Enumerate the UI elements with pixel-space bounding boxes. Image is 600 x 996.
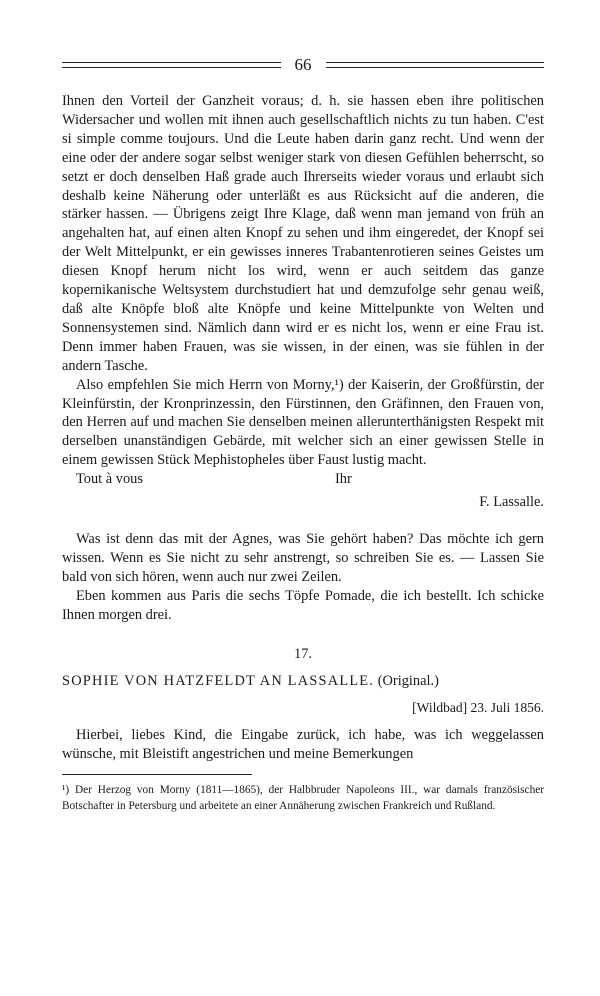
postscript-paragraph: Was ist denn das mit der Agnes, was Sie gehört haben? Das möchte ich gern wissen. Wenn es Sie nicht zu sehr anstrengt, so schreiben Sie es. — Lassen Sie bald von sich hören, wenn auch nur zwei Zeilen.: [62, 530, 544, 585]
page-number: 66: [294, 55, 312, 74]
postscript-paragraph: Eben kommen aus Paris die sechs Töpfe Pomade, die ich bestellt. Ich schicke Ihnen morgen drei.: [62, 587, 544, 623]
section-title-caps: SOPHIE VON HATZFELDT AN LASSALLE.: [62, 673, 375, 690]
place-date: [Wildbad] 23. Juli 1856.: [412, 700, 544, 716]
header-rule-left: [62, 62, 281, 68]
letter-body: [62, 92, 544, 470]
header-rule-right: [326, 62, 545, 68]
letter-paragraph: Also empfehlen Sie mich Herrn von Morny,¹) der Kaiserin, der Großfürstin, der Kleinfürstin, der Kronprinzessin, den Fürstinnen, den Gräfinnen, den Frauen von, den Herren auf und machen Sie denselben meinen allerunterthänigsten Respekt mit derselben unanständigen Gebärde, mit welcher sich an einer gewissen Stelle in einem gewissen Stück Mephistopheles über Faust lustig macht.: [62, 376, 544, 469]
page-header: [62, 52, 544, 78]
closing-phrase: Tout à vous: [76, 471, 143, 488]
closing-ihr: Ihr: [335, 471, 352, 488]
book-page: [62, 52, 544, 814]
postscript: [62, 530, 544, 625]
footnote-rule: [62, 774, 252, 775]
section-number: 17.: [294, 646, 312, 663]
signature: F. Lassalle.: [479, 494, 544, 511]
section-paragraph: Hierbei, liebes Kind, die Eingabe zurück, ich habe, was ich weggelassen wünsche, mit Bleistift angestrichen und meine Bemerkungen: [62, 727, 544, 763]
section-body: [62, 726, 544, 764]
footnote: ¹) Der Herzog von Morny (1811—1865), der Halbbruder Napoleons III., war damals französischer Botschafter in Petersburg und arbeitete an einer Annäherung zwischen Frankreich und Rußland.: [62, 784, 544, 812]
letter-closing: [62, 470, 544, 489]
section-title: [62, 673, 544, 690]
section-title-note: (Original.): [377, 673, 439, 690]
letter-paragraph: Ihnen den Vorteil der Ganzheit voraus; d. h. sie hassen eben ihre politischen Widersacher und wollen mit ihnen auch gesellschaftlich nichts zu tun haben. C'est si simple comme toujours. Und die Leute haben darin ganz recht. Und wenn der eine oder der andere sogar selbst weniger stark von diesen Gefühlen beherrscht, so setzt er doch denselben Haß grade auch Ihrerseits wieder voraus und erlaubt sich deshalb keine Näherung oder unterläßt es aus Rücksicht auf die anderen, die stärker hassen. — Übrigens zeigt Ihre Klage, daß wenn man jemand von früh an angehalten hat, auf einen alten Knopf zu sehen und ihm eingeredet, der Knopf sei der Welt Mittelpunkt, er ein gewisses inneres Trabantenrotieren seines Geistes um diesen Knopf herum nicht los wird, wenn er auch seitdem das ganze kopernikanische Weltsystem durchstudiert hat und demzufolge sehr genau weiß, daß alte Knöpfe bloß alte Knöpfe und keine Mittelpunkte von Welten und Sonnensystemen sind. Nämlich dann wird er es nicht los, wenn er eine Frau ist. Denn immer haben Frauen, was sie wissen, in der einen, was sie fühlen in der andern Tasche.: [62, 93, 544, 374]
